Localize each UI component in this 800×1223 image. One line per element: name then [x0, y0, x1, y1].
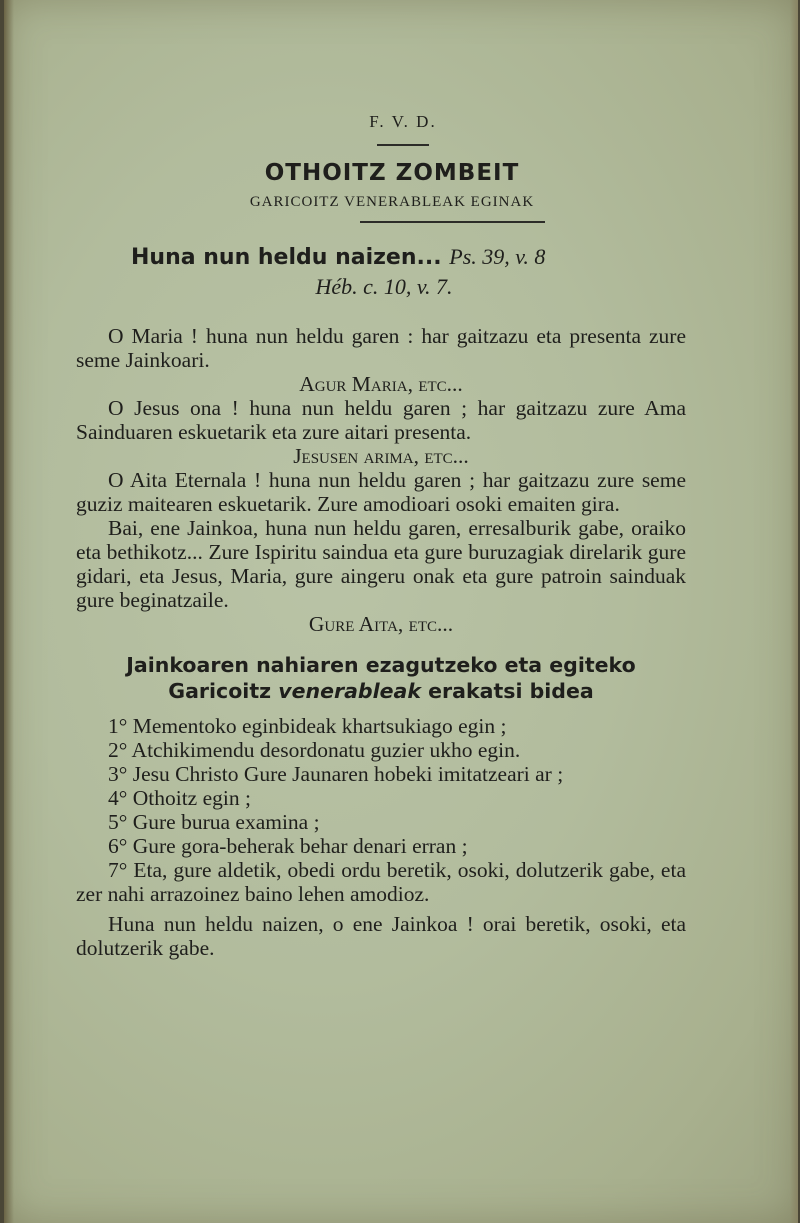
section2-heading-em: venerableak: [278, 679, 421, 703]
prayer-maria: O Maria ! huna nun heldu garen : har gaitzazu eta presenta zure seme Jainkoari.: [76, 324, 686, 372]
section-heading-ref: Ps. 39, v. 8: [449, 244, 546, 269]
page-subtitle: GARICOITZ VENERABLEAK EGINAK: [249, 194, 535, 210]
prayer-aita: O Aita Eternala ! huna nun heldu garen ; har gaitzazu zure seme guziz maitearen eskuetarik. Zure amodioari osoki emaiten gira.: [76, 468, 686, 516]
prayer-aita-close: Gure Aita, etc...: [308, 612, 454, 636]
prayer-jesus-close: Jesusen arima, etc...: [293, 444, 469, 468]
list-item: 2° Atchikimendu desordonatu guzier ukho egin.: [108, 738, 521, 762]
section-heading-1: [131, 244, 686, 270]
page-title: OTHOITZ ZOMBEIT: [264, 160, 520, 186]
list-item: 1° Mementoko eginbideak khartsukiago egin ;: [108, 714, 507, 738]
list-item: 7° Eta, gure aldetik, obedi ordu beretik, osoki, dolutzerik gabe, eta zer nahi arrazoinez baino lehen amodioz.: [76, 858, 686, 906]
prayer-jesus: O Jesus ona ! huna nun heldu garen ; har gaitzazu zure Ama Sainduaren eskuetarik eta zure aitari presenta.: [76, 396, 686, 444]
rules-list: [76, 714, 686, 906]
section2-heading-a: Jainkoaren nahiaren ezagutzeko eta egiteko Garicoitz: [126, 653, 636, 703]
page-edge-left: [4, 0, 14, 1223]
prayer-maria-close: Agur Maria, etc...: [299, 372, 463, 396]
subtitle-divider: [360, 221, 545, 223]
section-heading-2: [76, 652, 686, 704]
page-text: [76, 112, 686, 960]
book-page: [4, 0, 798, 1223]
header-divider: [377, 144, 429, 146]
section-heading-text: Huna nun heldu naizen...: [131, 245, 442, 270]
page-edge-right: [790, 0, 798, 1223]
section-heading-ref2: Héb. c. 10, v. 7.: [315, 274, 453, 299]
list-item: 6° Gure gora-beherak behar denari erran ;: [108, 834, 468, 858]
prayer-bai: Bai, ene Jainkoa, huna nun heldu garen, erresalburik gabe, oraiko eta bethikotz... Zure Ispiritu saindua eta gure buruzagiak direlarik gure gidari, eta Jesus, Maria, gure aingeru onak eta gure patroin sainduak gure beginatzaile.: [76, 516, 686, 612]
closing-paragraph: Huna nun heldu naizen, o ene Jainkoa ! orai beretik, osoki, eta dolutzerik gabe.: [76, 912, 686, 960]
list-item: 5° Gure burua examina ;: [108, 810, 320, 834]
list-item: 4° Othoitz egin ;: [108, 786, 251, 810]
header-initials: F. V. D.: [369, 112, 437, 131]
section2-heading-b: erakatsi bidea: [428, 679, 594, 703]
list-item: 3° Jesu Christo Gure Jaunaren hobeki imitatzeari ar ;: [108, 762, 564, 786]
